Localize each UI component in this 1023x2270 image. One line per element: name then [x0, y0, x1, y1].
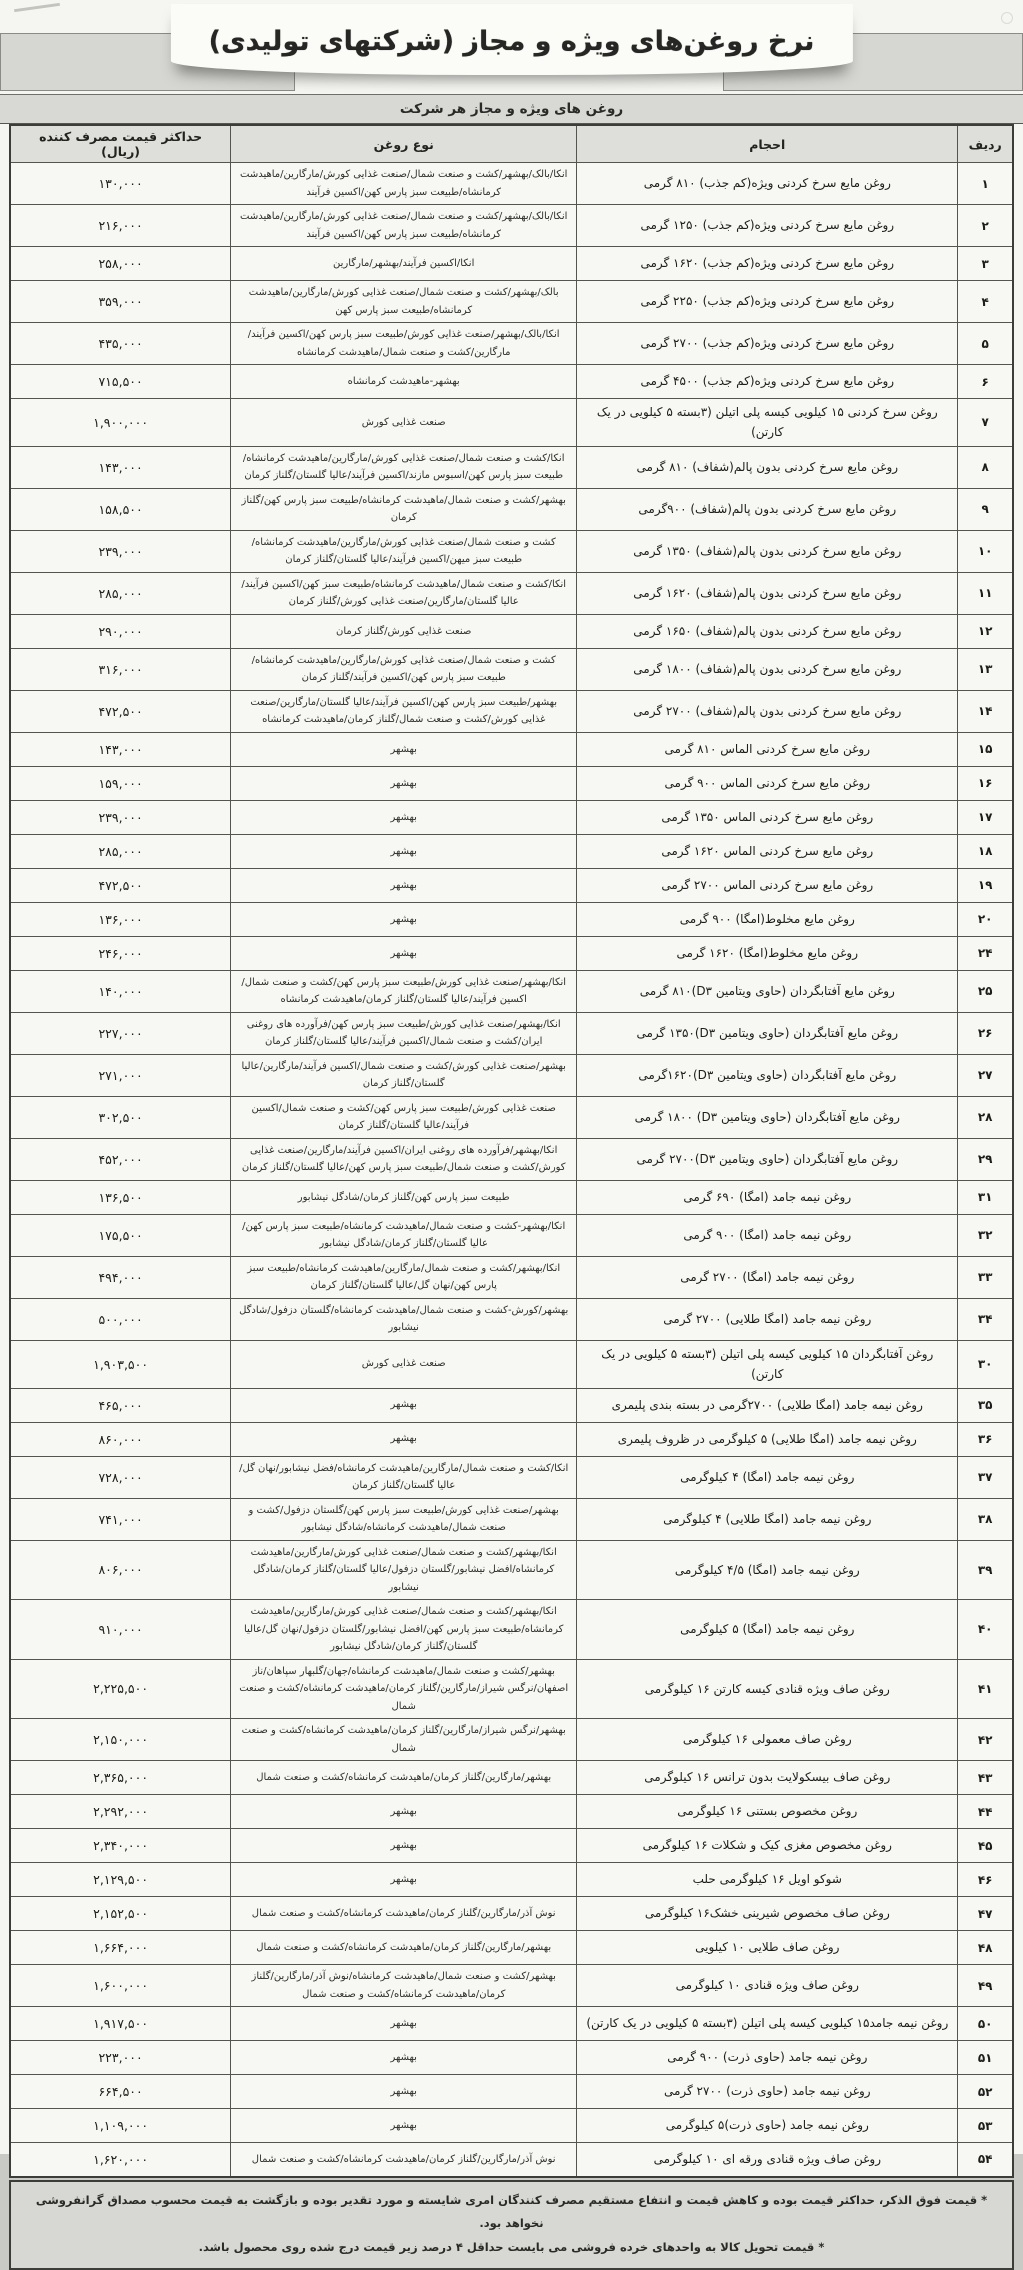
- document-header: [0, 0, 1023, 94]
- product-volume-cell: روغن مایع آفتابگردان (حاوی ویتامین D۳)۱۳۵۰ گرمی: [577, 1012, 958, 1054]
- oil-type-companies-cell: بهشهر: [231, 766, 577, 800]
- row-number-cell: ۲۹: [958, 1138, 1013, 1180]
- subtitle-band: [0, 94, 1023, 124]
- table-row: [10, 1863, 1013, 1897]
- table-row: [10, 2075, 1013, 2109]
- oil-type-companies-cell: انکا/کشت و صنعت شمال/ماهیدشت کرمانشاه/طبیعت سبز کهن/اکسین فرآیند/عالیا گلستان/مارگارین/صنعت غذایی کورش/گلناز کرمان: [231, 572, 577, 614]
- product-volume-cell: روغن سرخ کردنی ۱۵ کیلویی کیسه پلی اتیلن (۳بسته ۵ کیلویی در یک کارتن): [577, 399, 958, 447]
- row-number-cell: ۳: [958, 247, 1013, 281]
- max-price-cell: ۱,۶۶۴,۰۰۰: [10, 1931, 231, 1965]
- row-number-cell: ۹: [958, 488, 1013, 530]
- footnote-price-ceiling: * قیمت فوق الذکر، حداکثر قیمت بوده و کاهش قیمت و انتفاع مستقیم مصرف کنندگان امری شایسته و مورد تقدیر بوده و بازگشت به قیمت محسوب مصداق گرانفروشی نخواهد بود.: [35, 2192, 988, 2231]
- page-title: نرخ روغن‌های ویژه و مجاز (شرکتهای تولیدی): [208, 26, 815, 57]
- table-row: [10, 1931, 1013, 1965]
- product-volume-cell: روغن مایع سرخ کردنی بدون پالم(شفاف) ۱۸۰۰ گرمی: [577, 648, 958, 690]
- max-price-cell: ۱,۹۱۷,۵۰۰: [10, 2007, 231, 2041]
- row-number-cell: ۴۹: [958, 1965, 1013, 2007]
- rate-table-body: [10, 163, 1013, 2177]
- row-number-cell: ۳۵: [958, 1388, 1013, 1422]
- row-number-cell: ۲۵: [958, 970, 1013, 1012]
- oil-type-companies-cell: بهشهر: [231, 1863, 577, 1897]
- table-row: [10, 1659, 1013, 1719]
- oil-type-companies-cell: بهشهر: [231, 2109, 577, 2143]
- product-volume-cell: روغن صاف طلایی ۱۰ کیلویی: [577, 1931, 958, 1965]
- row-number-cell: ۱۴: [958, 690, 1013, 732]
- row-number-cell: ۵۲: [958, 2075, 1013, 2109]
- column-header-volumes: احجام: [577, 125, 958, 163]
- table-row: [10, 281, 1013, 323]
- product-volume-cell: روغن مایع سرخ کردنی ویژه(کم جذب) ۸۱۰ گرمی: [577, 163, 958, 205]
- max-price-cell: ۲۴۶,۰۰۰: [10, 936, 231, 970]
- table-row: [10, 1214, 1013, 1256]
- oil-type-companies-cell: بهشهر: [231, 2075, 577, 2109]
- row-number-cell: ۴۰: [958, 1600, 1013, 1660]
- max-price-cell: ۱۳۶,۰۰۰: [10, 902, 231, 936]
- max-price-cell: ۷۴۱,۰۰۰: [10, 1498, 231, 1540]
- product-volume-cell: روغن مایع سرخ کردنی ویژه(کم جذب) ۲۲۵۰ گرمی: [577, 281, 958, 323]
- table-row: [10, 2143, 1013, 2177]
- table-row: [10, 323, 1013, 365]
- product-volume-cell: روغن نیمه جامد۱۵ کیلویی کیسه پلی اتیلن (۳بسته ۵ کیلویی در یک کارتن): [577, 2007, 958, 2041]
- row-number-cell: ۵۱: [958, 2041, 1013, 2075]
- max-price-cell: ۴۷۲,۵۰۰: [10, 868, 231, 902]
- product-volume-cell: روغن مایع آفتابگردان (حاوی ویتامین D۳)۲۷۰۰ گرمی: [577, 1138, 958, 1180]
- max-price-cell: ۲۷۱,۰۰۰: [10, 1054, 231, 1096]
- max-price-cell: ۱۵۸,۵۰۰: [10, 488, 231, 530]
- row-number-cell: ۲۰: [958, 902, 1013, 936]
- product-volume-cell: روغن صاف مخصوص شیرینی خشک۱۶ کیلوگرمی: [577, 1897, 958, 1931]
- row-number-cell: ۲۶: [958, 1012, 1013, 1054]
- product-volume-cell: روغن مایع سرخ کردنی ویژه(کم جذب) ۲۷۰۰ گرمی: [577, 323, 958, 365]
- oil-type-companies-cell: صنعت غذایی کورش: [231, 399, 577, 447]
- table-row: [10, 970, 1013, 1012]
- max-price-cell: ۵۰۰,۰۰۰: [10, 1298, 231, 1340]
- oil-type-companies-cell: کشت و صنعت شمال/صنعت غذایی کورش/مارگارین/ماهیدشت کرمانشاه/طبیعت سبز پارس کهن/اکسین فرآیند/گلناز کرمان: [231, 648, 577, 690]
- product-volume-cell: روغن مایع سرخ کردنی بدون پالم(شفاف) ۱۳۵۰ گرمی: [577, 530, 958, 572]
- product-volume-cell: روغن صاف ویژه قنادی ورقه ای ۱۰ کیلوگرمی: [577, 2143, 958, 2177]
- row-number-cell: ۳۶: [958, 1422, 1013, 1456]
- oil-type-companies-cell: بهشهر: [231, 800, 577, 834]
- max-price-cell: ۱,۹۰۰,۰۰۰: [10, 399, 231, 447]
- product-volume-cell: روغن مخصوص بستنی ۱۶ کیلوگرمی: [577, 1795, 958, 1829]
- oil-rate-table: [9, 124, 1014, 2178]
- product-volume-cell: روغن مایع آفتابگردان (حاوی ویتامین D۳)۸۱۰ گرمی: [577, 970, 958, 1012]
- oil-type-companies-cell: انکا/بالک/بهشهر/کشت و صنعت شمال/صنعت غذایی کورش/مارگارین/ماهیدشت کرمانشاه/طبیعت سبز پارس کهن/اکسین فرآیند: [231, 205, 577, 247]
- max-price-cell: ۴۵۲,۰۰۰: [10, 1138, 231, 1180]
- table-row: [10, 868, 1013, 902]
- max-price-cell: ۳۰۲,۵۰۰: [10, 1096, 231, 1138]
- product-volume-cell: روغن مایع سرخ کردنی ویژه(کم جذب) ۱۲۵۰ گرمی: [577, 205, 958, 247]
- oil-type-companies-cell: انکا/بهشهر/صنعت غذایی کورش/طبیعت سبز پارس کهن/فرآورده های روغنی ایران/کشت و صنعت شمال/اکسین فرآیند/عالیا گلستان/گلناز کرمان: [231, 1012, 577, 1054]
- table-row: [10, 399, 1013, 447]
- oil-type-companies-cell: بهشهر: [231, 1795, 577, 1829]
- table-row: [10, 648, 1013, 690]
- oil-type-companies-cell: بهشهر/مارگارین/گلناز کرمان/ماهیدشت کرمانشاه/کشت و صنعت شمال: [231, 1931, 577, 1965]
- max-price-cell: ۴۹۴,۰۰۰: [10, 1256, 231, 1298]
- table-row: [10, 834, 1013, 868]
- product-volume-cell: روغن مایع سرخ کردنی بدون پالم(شفاف) ۱۶۵۰ گرمی: [577, 614, 958, 648]
- row-number-cell: ۳۷: [958, 1456, 1013, 1498]
- product-volume-cell: روغن نیمه جامد (امگا طلایی) ۲۷۰۰گرمی در بسته بندی پلیمری: [577, 1388, 958, 1422]
- row-number-cell: ۵۴: [958, 2143, 1013, 2177]
- oil-type-companies-cell: بهشهر: [231, 2041, 577, 2075]
- table-row: [10, 1422, 1013, 1456]
- product-volume-cell: روغن مایع سرخ کردنی ویژه(کم جذب) ۱۶۲۰ گرمی: [577, 247, 958, 281]
- product-volume-cell: روغن مایع سرخ کردنی الماس ۸۱۰ گرمی: [577, 732, 958, 766]
- table-header-row: [10, 125, 1013, 163]
- table-row: [10, 902, 1013, 936]
- oil-type-companies-cell: انکا/کشت و صنعت شمال/مارگارین/ماهیدشت کرمانشاه/فضل نیشابور/نهان گل/عالیا گلستان/گلناز کرمان: [231, 1456, 577, 1498]
- max-price-cell: ۱۴۳,۰۰۰: [10, 732, 231, 766]
- product-volume-cell: روغن مایع سرخ کردنی بدون پالم(شفاف) ۲۷۰۰ گرمی: [577, 690, 958, 732]
- table-row: [10, 1897, 1013, 1931]
- oil-type-companies-cell: بهشهر: [231, 834, 577, 868]
- max-price-cell: ۸۰۶,۰۰۰: [10, 1540, 231, 1600]
- table-row: [10, 2041, 1013, 2075]
- table-row: [10, 614, 1013, 648]
- row-number-cell: ۲۷: [958, 1054, 1013, 1096]
- oil-type-companies-cell: بهشهر/طبیعت سبز پارس کهن/اکسین فرآیند/عالیا گلستان/مارگارین/صنعت غذایی کورش/کشت و صنعت شمال/گلناز کرمان/ماهیدشت کرمانشاه: [231, 690, 577, 732]
- table-row: [10, 690, 1013, 732]
- row-number-cell: ۱۳: [958, 648, 1013, 690]
- product-volume-cell: روغن نیمه جامد (امگا) ۴ کیلوگرمی: [577, 1456, 958, 1498]
- table-row: [10, 800, 1013, 834]
- oil-type-companies-cell: بهشهر/صنعت غذایی کورش/کشت و صنعت شمال/اکسین فرآیند/مارگارین/عالیا گلستان/گلناز کرمان: [231, 1054, 577, 1096]
- max-price-cell: ۲۵۸,۰۰۰: [10, 247, 231, 281]
- table-row: [10, 247, 1013, 281]
- product-volume-cell: روغن صاف معمولی ۱۶ کیلوگرمی: [577, 1719, 958, 1761]
- oil-type-companies-cell: بهشهر: [231, 868, 577, 902]
- row-number-cell: ۳۸: [958, 1498, 1013, 1540]
- oil-type-companies-cell: انکا/اکسین فرآیند/بهشهر/مارگارین: [231, 247, 577, 281]
- row-number-cell: ۸: [958, 446, 1013, 488]
- product-volume-cell: روغن مخصوص مغزی کیک و شکلات ۱۶ کیلوگرمی: [577, 1829, 958, 1863]
- product-volume-cell: روغن مایع سرخ کردنی ویژه(کم جذب) ۴۵۰۰ گرمی: [577, 365, 958, 399]
- table-row: [10, 2109, 1013, 2143]
- row-number-cell: ۶: [958, 365, 1013, 399]
- row-number-cell: ۴۵: [958, 1829, 1013, 1863]
- table-row: [10, 1600, 1013, 1660]
- row-number-cell: ۴۳: [958, 1761, 1013, 1795]
- product-volume-cell: روغن مایع مخلوط(امگا) ۱۶۲۰ گرمی: [577, 936, 958, 970]
- table-row: [10, 365, 1013, 399]
- row-number-cell: ۷: [958, 399, 1013, 447]
- table-row: [10, 1719, 1013, 1761]
- oil-type-companies-cell: انکا/کشت و صنعت شمال/صنعت غذایی کورش/مارگارین/ماهیدشت کرمانشاه/طبیعت سبز پارس کهن/اسبوس مازند/اکسین فرآیند/عالیا گلستان/گلناز کرمان: [231, 446, 577, 488]
- product-volume-cell: روغن نیمه جامد (حاوی ذرت)۵ کیلوگرمی: [577, 2109, 958, 2143]
- table-row: [10, 572, 1013, 614]
- product-volume-cell: روغن مایع سرخ کردنی الماس ۹۰۰ گرمی: [577, 766, 958, 800]
- row-number-cell: ۴۱: [958, 1659, 1013, 1719]
- max-price-cell: ۷۲۸,۰۰۰: [10, 1456, 231, 1498]
- oil-type-companies-cell: انکا/بهشهر/فرآورده های روغنی ایران/اکسین فرآیند/مارگارین/صنعت غذایی کورش/کشت و صنعت شمال/طبیعت سبز پارس کهن/عالیا گلستان/گلناز کرمان: [231, 1138, 577, 1180]
- product-volume-cell: روغن نیمه جامد (امگا) ۹۰۰ گرمی: [577, 1214, 958, 1256]
- table-row: [10, 766, 1013, 800]
- max-price-cell: ۲۲۷,۰۰۰: [10, 1012, 231, 1054]
- row-number-cell: ۴: [958, 281, 1013, 323]
- max-price-cell: ۴۷۲,۵۰۰: [10, 690, 231, 732]
- max-price-cell: ۲۳۹,۰۰۰: [10, 530, 231, 572]
- max-price-cell: ۳۱۶,۰۰۰: [10, 648, 231, 690]
- oil-type-companies-cell: بهشهر: [231, 1422, 577, 1456]
- table-row: [10, 1540, 1013, 1600]
- row-number-cell: ۲: [958, 205, 1013, 247]
- table-row: [10, 488, 1013, 530]
- table-row: [10, 1829, 1013, 1863]
- row-number-cell: ۳۰: [958, 1340, 1013, 1388]
- product-volume-cell: روغن مایع سرخ کردنی بدون پالم(شفاف) ۱۶۲۰ گرمی: [577, 572, 958, 614]
- table-row: [10, 1012, 1013, 1054]
- row-number-cell: ۱۵: [958, 732, 1013, 766]
- max-price-cell: ۲۸۵,۰۰۰: [10, 834, 231, 868]
- max-price-cell: ۱,۹۰۳,۵۰۰: [10, 1340, 231, 1388]
- row-number-cell: ۳۲: [958, 1214, 1013, 1256]
- column-header-row-number: ردیف: [958, 125, 1013, 163]
- table-row: [10, 1388, 1013, 1422]
- product-volume-cell: روغن نیمه جامد (امگا) ۴/۵ کیلوگرمی: [577, 1540, 958, 1600]
- oil-type-companies-cell: انکا/بهشهر/کشت و صنعت شمال/صنعت غذایی کورش/مارگارین/ماهیدشت کرمانشاه/طبیعت سبز پارس کهن/افضل نیشابور/گلستان دزفول/نهان گل/عالیا گلستان/گلناز کرمان/شادگل نیشابور: [231, 1600, 577, 1660]
- table-row: [10, 2007, 1013, 2041]
- row-number-cell: ۱: [958, 163, 1013, 205]
- max-price-cell: ۲۱۶,۰۰۰: [10, 205, 231, 247]
- max-price-cell: ۱۴۰,۰۰۰: [10, 970, 231, 1012]
- table-row: [10, 1965, 1013, 2007]
- row-number-cell: ۲۸: [958, 1096, 1013, 1138]
- title-plaque: [171, 4, 853, 75]
- table-row: [10, 205, 1013, 247]
- product-volume-cell: روغن نیمه جامد (امگا طلایی) ۲۷۰۰ گرمی: [577, 1298, 958, 1340]
- row-number-cell: ۴۶: [958, 1863, 1013, 1897]
- table-row: [10, 1180, 1013, 1214]
- oil-type-companies-cell: بهشهر: [231, 1829, 577, 1863]
- max-price-cell: ۲۹۰,۰۰۰: [10, 614, 231, 648]
- table-row: [10, 1298, 1013, 1340]
- row-number-cell: ۴۸: [958, 1931, 1013, 1965]
- oil-type-companies-cell: بهشهر/مارگارین/گلناز کرمان/ماهیدشت کرمانشاه/کشت و صنعت شمال: [231, 1761, 577, 1795]
- product-volume-cell: روغن مایع سرخ کردنی الماس ۲۷۰۰ گرمی: [577, 868, 958, 902]
- row-number-cell: ۱۲: [958, 614, 1013, 648]
- oil-type-companies-cell: بهشهر-ماهیدشت کرمانشاه: [231, 365, 577, 399]
- max-price-cell: ۱,۶۰۰,۰۰۰: [10, 1965, 231, 2007]
- oil-type-companies-cell: بهشهر: [231, 2007, 577, 2041]
- oil-type-companies-cell: بهشهر: [231, 1388, 577, 1422]
- oil-type-companies-cell: انکا/بهشهر/صنعت غذایی کورش/طبیعت سبز پارس کهن/کشت و صنعت شمال/اکسین فرآیند/عالیا گلستان/گلناز کرمان/ماهیدشت کرمانشاه: [231, 970, 577, 1012]
- table-row: [10, 1054, 1013, 1096]
- product-volume-cell: روغن نیمه جامد (امگا طلایی) ۴ کیلوگرمی: [577, 1498, 958, 1540]
- product-volume-cell: شوکو اویل ۱۶ کیلوگرمی حلب: [577, 1863, 958, 1897]
- row-number-cell: ۱۶: [958, 766, 1013, 800]
- max-price-cell: ۲,۲۹۲,۰۰۰: [10, 1795, 231, 1829]
- oil-type-companies-cell: طبیعت سبز پارس کهن/گلناز کرمان/شادگل نیشابور: [231, 1180, 577, 1214]
- oil-type-companies-cell: انکا/بالک/بهشهر/صنعت غذایی کورش/طبیعت سبز پارس کهن/اکسین فرآیند/مارگارین/کشت و صنعت شمال/ماهیدشت کرمانشاه: [231, 323, 577, 365]
- product-volume-cell: روغن صاف ویژه قنادی ۱۰ کیلوگرمی: [577, 1965, 958, 2007]
- product-volume-cell: روغن نیمه جامد (حاوی ذرت) ۲۷۰۰ گرمی: [577, 2075, 958, 2109]
- max-price-cell: ۴۳۵,۰۰۰: [10, 323, 231, 365]
- table-row: [10, 1096, 1013, 1138]
- table-row: [10, 732, 1013, 766]
- oil-type-companies-cell: بهشهر/کشت و صنعت شمال/ماهیدشت کرمانشاه/طبیعت سبز پارس کهن/گلناز کرمان: [231, 488, 577, 530]
- footnotes-box: [9, 2180, 1014, 2270]
- oil-type-companies-cell: صنعت غذایی کورش: [231, 1340, 577, 1388]
- oil-type-companies-cell: انکا/بهشهر/کشت و صنعت شمال/مارگارین/ماهیدشت کرمانشاه/طبیعت سبز پارس کهن/نهان گل/عالیا گلستان/گلناز کرمان: [231, 1256, 577, 1298]
- max-price-cell: ۶۶۴,۵۰۰: [10, 2075, 231, 2109]
- row-number-cell: ۲۴: [958, 936, 1013, 970]
- row-number-cell: ۱۸: [958, 834, 1013, 868]
- row-number-cell: ۵۳: [958, 2109, 1013, 2143]
- oil-type-companies-cell: بهشهر: [231, 902, 577, 936]
- max-price-cell: ۲۸۵,۰۰۰: [10, 572, 231, 614]
- oil-type-companies-cell: انکا/بهشهر-کشت و صنعت شمال/ماهیدشت کرمانشاه/طبیعت سبز پارس کهن/عالیا گلستان/گلناز کرمان/شادگل نیشابور: [231, 1214, 577, 1256]
- column-header-max-price: حداکثر قیمت مصرف کننده (ریال): [10, 125, 231, 163]
- row-number-cell: ۳۹: [958, 1540, 1013, 1600]
- max-price-cell: ۹۱۰,۰۰۰: [10, 1600, 231, 1660]
- product-volume-cell: روغن مایع سرخ کردنی بدون پالم(شفاف) ۹۰۰گرمی: [577, 488, 958, 530]
- table-row: [10, 1256, 1013, 1298]
- row-number-cell: ۱۰: [958, 530, 1013, 572]
- product-volume-cell: روغن مایع سرخ کردنی الماس ۱۳۵۰ گرمی: [577, 800, 958, 834]
- oil-type-companies-cell: بهشهر: [231, 732, 577, 766]
- row-number-cell: ۴۴: [958, 1795, 1013, 1829]
- product-volume-cell: روغن مایع آفتابگردان (حاوی ویتامین D۳)۱۶۲۰گرمی: [577, 1054, 958, 1096]
- product-volume-cell: روغن آفتابگردان ۱۵ کیلویی کیسه پلی اتیلن (۳بسته ۵ کیلویی در یک کارتن): [577, 1340, 958, 1388]
- row-number-cell: ۱۹: [958, 868, 1013, 902]
- row-number-cell: ۱۷: [958, 800, 1013, 834]
- table-row: [10, 1795, 1013, 1829]
- max-price-cell: ۴۶۵,۰۰۰: [10, 1388, 231, 1422]
- oil-type-companies-cell: نوش آذر/مارگارین/گلناز کرمان/ماهیدشت کرمانشاه/کشت و صنعت شمال: [231, 2143, 577, 2177]
- product-volume-cell: روغن نیمه جامد (امگا طلایی) ۵ کیلوگرمی در ظروف پلیمری: [577, 1422, 958, 1456]
- row-number-cell: ۵: [958, 323, 1013, 365]
- max-price-cell: ۱,۶۲۰,۰۰۰: [10, 2143, 231, 2177]
- product-volume-cell: روغن مایع سرخ کردنی بدون پالم(شفاف) ۸۱۰ گرمی: [577, 446, 958, 488]
- max-price-cell: ۱,۱۰۹,۰۰۰: [10, 2109, 231, 2143]
- oil-type-companies-cell: انکا/بالک/بهشهر/کشت و صنعت شمال/صنعت غذایی کورش/مارگارین/ماهیدشت کرمانشاه/طبیعت سبز پارس کهن/اکسین فرآیند: [231, 163, 577, 205]
- oil-type-companies-cell: بهشهر/کشت و صنعت شمال/ماهیدشت کرمانشاه/جهان/گلبهار سپاهان/ناز اصفهان/نرگس شیراز/مارگارین/گلناز کرمان/ماهیدشت کرمانشاه/کشت و صنعت شمال: [231, 1659, 577, 1719]
- max-price-cell: ۱۳۶,۵۰۰: [10, 1180, 231, 1214]
- max-price-cell: ۲,۱۵۰,۰۰۰: [10, 1719, 231, 1761]
- row-number-cell: ۳۱: [958, 1180, 1013, 1214]
- max-price-cell: ۲,۱۵۲,۵۰۰: [10, 1897, 231, 1931]
- product-volume-cell: روغن نیمه جامد (امگا) ۵ کیلوگرمی: [577, 1600, 958, 1660]
- product-volume-cell: روغن نیمه جامد (امگا) ۲۷۰۰ گرمی: [577, 1256, 958, 1298]
- row-number-cell: ۳۳: [958, 1256, 1013, 1298]
- max-price-cell: ۲,۳۴۰,۰۰۰: [10, 1829, 231, 1863]
- oil-type-companies-cell: بهشهر/صنعت غذایی کورش/طبیعت سبز پارس کهن/گلستان دزفول/کشت و صنعت شمال/ماهیدشت کرمانشاه/شادگل نیشابور: [231, 1498, 577, 1540]
- oil-type-companies-cell: بهشهر/کشت و صنعت شمال/ماهیدشت کرمانشاه/نوش آذر/مارگارین/گلناز کرمان/ماهیدشت کرمانشاه/کشت و صنعت شمال: [231, 1965, 577, 2007]
- page-subtitle: روغن های ویژه و مجاز هر شرکت: [399, 101, 624, 117]
- max-price-cell: ۲۳۹,۰۰۰: [10, 800, 231, 834]
- row-number-cell: ۳۴: [958, 1298, 1013, 1340]
- table-row: [10, 1138, 1013, 1180]
- product-volume-cell: روغن صاف ویژه قنادی کیسه کارتن ۱۶ کیلوگرمی: [577, 1659, 958, 1719]
- oil-type-companies-cell: صنعت غذایی کورش/طبیعت سبز پارس کهن/کشت و صنعت شمال/اکسین فرآیند/عالیا گلستان/گلناز کرمان: [231, 1096, 577, 1138]
- oil-type-companies-cell: بهشهر: [231, 936, 577, 970]
- oil-type-companies-cell: بهشهر/نرگس شیراز/مارگارین/گلناز کرمان/ماهیدشت کرمانشاه/کشت و صنعت شمال: [231, 1719, 577, 1761]
- rate-table-container: [0, 124, 1023, 2178]
- product-volume-cell: روغن مایع سرخ کردنی الماس ۱۶۲۰ گرمی: [577, 834, 958, 868]
- product-volume-cell: روغن مایع مخلوط(امگا) ۹۰۰ گرمی: [577, 902, 958, 936]
- oil-type-companies-cell: صنعت غذایی کورش/گلناز کرمان: [231, 614, 577, 648]
- product-volume-cell: روغن صاف بیسکولایت بدون ترانس ۱۶ کیلوگرمی: [577, 1761, 958, 1795]
- oil-type-companies-cell: انکا/بهشهر/کشت و صنعت شمال/صنعت غذایی کورش/مارگارین/ماهیدشت کرمانشاه/افضل نیشابور/گلستان دزفول/عالیا گلستان/گلناز کرمان/شادگل نیشابور: [231, 1540, 577, 1600]
- table-row: [10, 1340, 1013, 1388]
- oil-type-companies-cell: بهشهر/کورش-کشت و صنعت شمال/ماهیدشت کرمانشاه/گلستان دزفول/شادگل نیشابور: [231, 1298, 577, 1340]
- table-row: [10, 936, 1013, 970]
- max-price-cell: ۱۳۰,۰۰۰: [10, 163, 231, 205]
- table-row: [10, 1456, 1013, 1498]
- table-row: [10, 1761, 1013, 1795]
- max-price-cell: ۲۲۳,۰۰۰: [10, 2041, 231, 2075]
- table-row: [10, 530, 1013, 572]
- max-price-cell: ۷۱۵,۵۰۰: [10, 365, 231, 399]
- max-price-cell: ۲,۱۲۹,۵۰۰: [10, 1863, 231, 1897]
- max-price-cell: ۲,۳۶۵,۰۰۰: [10, 1761, 231, 1795]
- max-price-cell: ۳۵۹,۰۰۰: [10, 281, 231, 323]
- oil-type-companies-cell: نوش آذر/مارگارین/گلناز کرمان/ماهیدشت کرمانشاه/کشت و صنعت شمال: [231, 1897, 577, 1931]
- row-number-cell: ۵۰: [958, 2007, 1013, 2041]
- footnote-retail-delivery: * قیمت تحویل کالا به واحدهای خرده فروشی می بایست حداقل ۴ درصد زیر قیمت درج شده روی محصول باشد.: [198, 2239, 825, 2254]
- max-price-cell: ۱۵۹,۰۰۰: [10, 766, 231, 800]
- oil-type-companies-cell: بالک/بهشهر/کشت و صنعت شمال/صنعت غذایی کورش/مارگارین/ماهیدشت کرمانشاه/طبیعت سبز پارس کهن: [231, 281, 577, 323]
- max-price-cell: ۱۷۵,۵۰۰: [10, 1214, 231, 1256]
- row-number-cell: ۱۱: [958, 572, 1013, 614]
- max-price-cell: ۲,۲۲۵,۵۰۰: [10, 1659, 231, 1719]
- product-volume-cell: روغن مایع آفتابگردان (حاوی ویتامین D۳) ۱۸۰۰ گرمی: [577, 1096, 958, 1138]
- column-header-oil-type: نوع روغن: [231, 125, 577, 163]
- max-price-cell: ۸۶۰,۰۰۰: [10, 1422, 231, 1456]
- max-price-cell: ۱۴۳,۰۰۰: [10, 446, 231, 488]
- table-row: [10, 1498, 1013, 1540]
- row-number-cell: ۴۷: [958, 1897, 1013, 1931]
- table-row: [10, 163, 1013, 205]
- row-number-cell: ۴۲: [958, 1719, 1013, 1761]
- oil-type-companies-cell: کشت و صنعت شمال/صنعت غذایی کورش/مارگارین/ماهیدشت کرمانشاه/طبیعت سبز میهن/اکسین فرآیند/عالیا گلستان/گلناز کرمان: [231, 530, 577, 572]
- table-row: [10, 446, 1013, 488]
- product-volume-cell: روغن نیمه جامد (امگا) ۶۹۰ گرمی: [577, 1180, 958, 1214]
- product-volume-cell: روغن نیمه جامد (حاوی ذرت) ۹۰۰ گرمی: [577, 2041, 958, 2075]
